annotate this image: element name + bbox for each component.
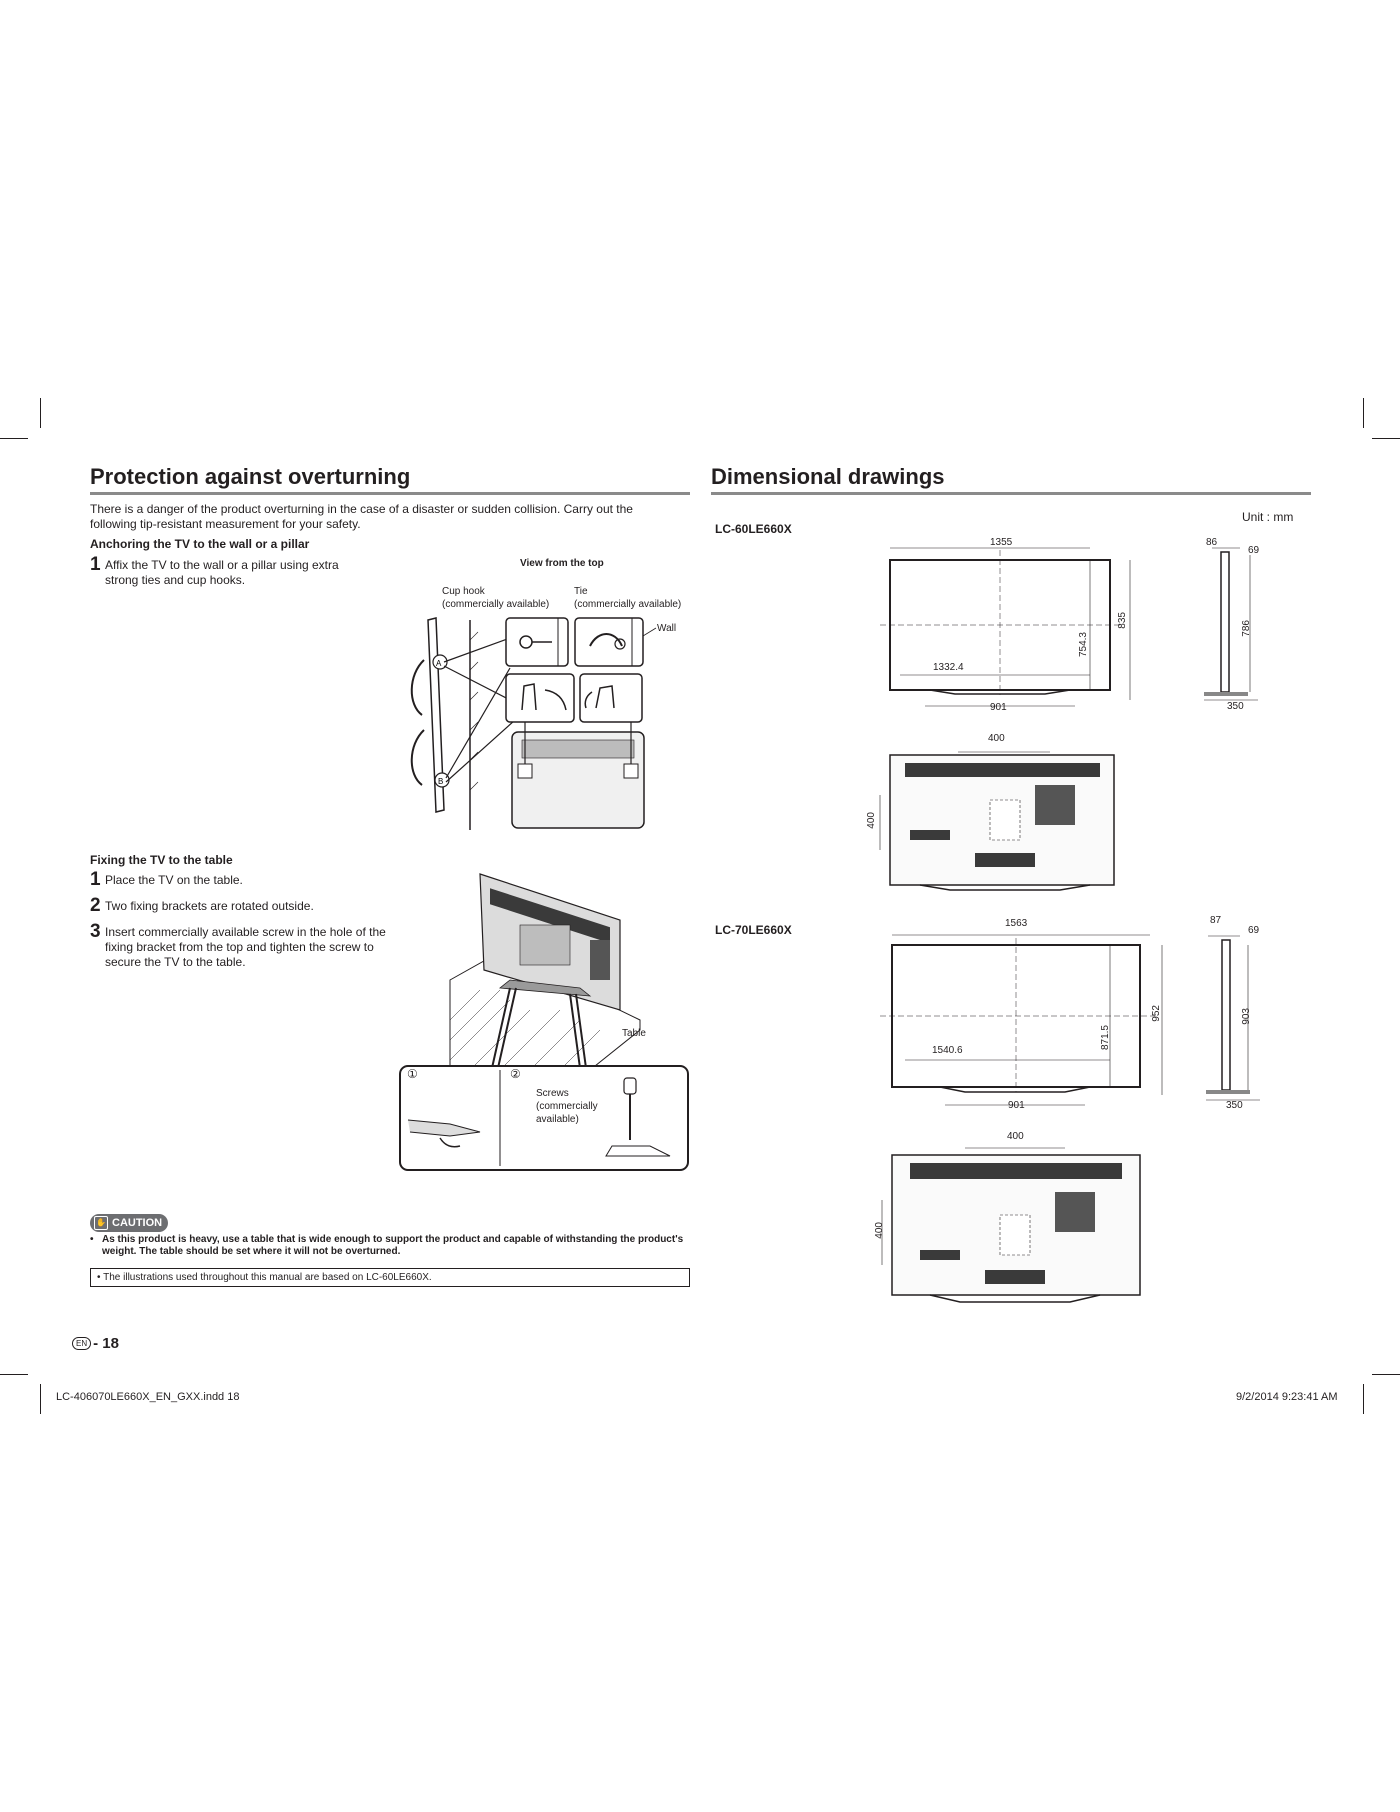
crop-mark [1372, 438, 1400, 439]
step-number: 2 [90, 895, 101, 916]
dim-stand-depth: 350 [1226, 1100, 1243, 1111]
title-rule [711, 492, 1311, 495]
step-number: 1 [90, 869, 101, 890]
dim-screen-h: 754.3 [1078, 632, 1089, 658]
view-from-top-label: View from the top [520, 558, 604, 569]
note-text: The illustrations used throughout this manual are based on LC-60LE660X. [103, 1272, 432, 1283]
mark-b-text: B [438, 777, 444, 786]
dim-depth-top: 87 [1210, 915, 1222, 926]
dimension-drawing-60 [860, 530, 1280, 890]
dim-depth-top: 86 [1206, 537, 1218, 548]
crop-mark [1363, 1384, 1364, 1414]
dim-stand-w: 901 [1008, 1100, 1025, 1111]
dim-screen-h: 871.5 [1100, 1025, 1111, 1051]
caution-text: As this product is heavy, use a table that is wide enough to support the product and capable of withstanding the product's weight. The table should be set where it will not be overturned. [102, 1234, 684, 1257]
dim-screen-w: 1540.6 [932, 1045, 963, 1056]
circle-2: ② [510, 1067, 521, 1081]
dim-vesa-w: 400 [1007, 1131, 1024, 1142]
crop-mark [40, 1384, 41, 1414]
step-text: Two fixing brackets are rotated outside. [105, 899, 314, 913]
footer-file: LC-406070LE660X_EN_GXX.indd 18 [56, 1391, 240, 1403]
dim-depth-panel: 69 [1248, 545, 1260, 556]
hand-warning-icon: ✋ [94, 1216, 108, 1230]
step-number: 3 [90, 921, 101, 942]
circle-1: ① [407, 1067, 418, 1081]
cup-hook-sub: (commercially available) [442, 599, 550, 610]
crop-mark [0, 438, 28, 439]
dim-height: 835 [1117, 612, 1128, 629]
unit-label: Unit : mm [1242, 510, 1294, 524]
mark-a-text: A [436, 659, 442, 668]
section-title-overturning: Protection against overturning [90, 464, 411, 489]
anchor-heading: Anchoring the TV to the wall or a pillar [90, 537, 310, 551]
crop-mark [0, 1374, 28, 1375]
dimension-drawing-70 [870, 930, 1280, 1310]
cup-hook-text: Cup hook [442, 586, 485, 597]
fixing-step-2 [90, 897, 400, 914]
model-name-70: LC-70LE660X [715, 923, 792, 937]
screws-label: Screws (commercially available) [536, 1088, 598, 1125]
dim-vesa-w: 400 [988, 733, 1005, 744]
step-text: Place the TV on the table. [105, 873, 243, 887]
anchor-step-1 [90, 556, 360, 588]
wall-label: Wall [657, 623, 677, 634]
dim-vesa-h: 400 [874, 1222, 885, 1239]
dim-width: 1563 [1005, 918, 1028, 929]
dim-screen-w: 1332.4 [933, 662, 964, 673]
model-name-60: LC-60LE660X [715, 522, 792, 536]
dim-side-h: 903 [1241, 1008, 1252, 1025]
footer-date: 9/2/2014 9:23:41 AM [1236, 1391, 1338, 1403]
caution-block [90, 1212, 168, 1232]
fixing-step-3 [90, 923, 400, 970]
section-title-dimensions: Dimensional drawings [711, 464, 945, 489]
fixing-heading: Fixing the TV to the table [90, 853, 233, 867]
tie-sub: (commercially available) [574, 599, 682, 610]
crop-mark [1363, 398, 1364, 428]
caution-badge [90, 1214, 168, 1232]
language-icon: EN [72, 1337, 91, 1350]
dim-width: 1355 [990, 537, 1013, 548]
fixing-step-1 [90, 871, 400, 888]
page-num-text: - 18 [93, 1335, 119, 1352]
dim-stand-w: 901 [990, 702, 1007, 713]
title-rule [90, 492, 690, 495]
dim-height: 952 [1151, 1005, 1162, 1022]
dim-depth-panel: 69 [1248, 925, 1260, 936]
step-text: Insert commercially available screw in the hole of the fixing bracket from the top and tighten the screw to secure the TV to the table. [105, 925, 386, 969]
step-text: Affix the TV to the wall or a pillar using extra strong ties and cup hooks. [105, 558, 339, 587]
caution-label: CAUTION [112, 1217, 163, 1229]
caution-item [90, 1234, 690, 1258]
dim-vesa-h: 400 [866, 812, 877, 829]
step-number: 1 [90, 554, 101, 575]
anchor-illustration [400, 600, 690, 840]
dim-stand-depth: 350 [1227, 701, 1244, 712]
dim-side-h: 786 [1241, 620, 1252, 637]
bullet-icon: • [90, 1234, 94, 1245]
tie-text: Tie [574, 586, 588, 597]
intro-text: There is a danger of the product overturning in the case of a disaster or sudden collision. Carry out the following tip-resistant measurement for your safety. [90, 502, 633, 531]
bullet-icon: • [97, 1272, 101, 1283]
crop-mark [1372, 1374, 1400, 1375]
illustration-note [90, 1268, 690, 1287]
crop-mark [40, 398, 41, 428]
table-label: Table [622, 1028, 646, 1039]
page-number [72, 1335, 119, 1352]
